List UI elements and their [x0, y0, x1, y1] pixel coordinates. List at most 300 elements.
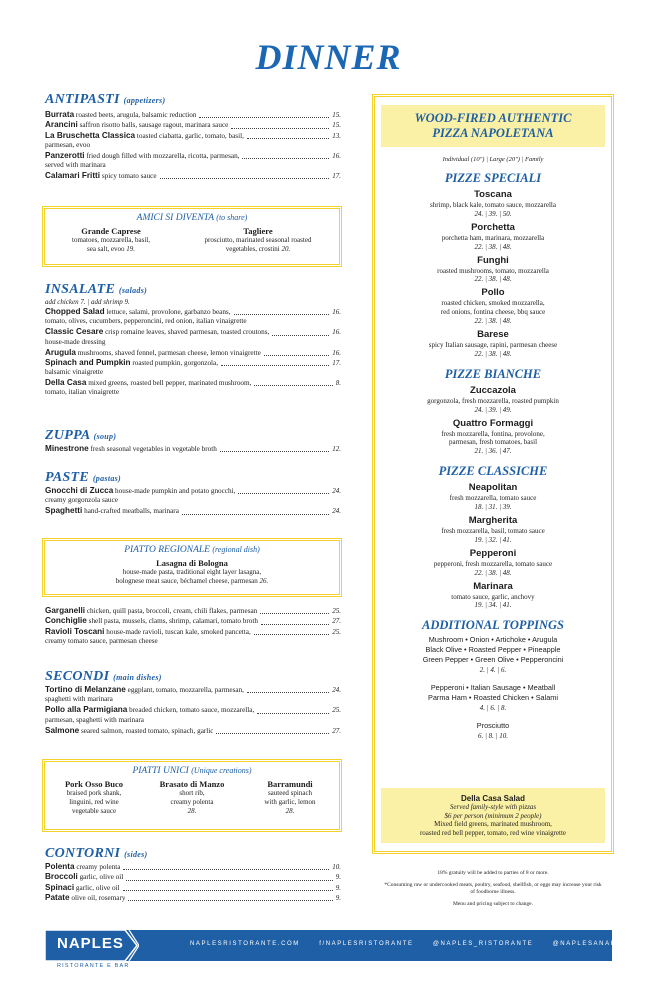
menu-item-name: Calamari Fritti [45, 171, 101, 181]
menu-item-desc-cont: tomato, italian vinaigrette [45, 388, 120, 397]
menu-item-name: Della Casa [45, 378, 87, 388]
della-casa-salad-box [381, 788, 605, 843]
menu-item-row [45, 685, 341, 695]
instagram-link[interactable]: @NAPLES_RISTORANTE [432, 941, 534, 947]
menu-item-name: Burrata [45, 110, 75, 119]
menu-item-row [45, 110, 341, 120]
unici-item-desc: with garlic, lemon [264, 797, 316, 806]
menu-item-desc: mushrooms, shaved fennel, parmesan cheese, lemon vinaigrette [77, 348, 261, 357]
menu-item-name: Salmone [45, 725, 80, 735]
dot-leader [261, 624, 329, 625]
pizze-bianche-title: PIZZE BIANCHE [444, 366, 542, 381]
pizza-name: Barese [477, 328, 509, 340]
pizza-name: Porchetta [471, 221, 515, 233]
regionale-desc: house-made pasta, traditional eight layer lasagna, [122, 568, 262, 576]
pizza-desc: fresh mozzarella, basil, tomato sauce [441, 526, 545, 535]
menu-item-price: 12. [332, 445, 341, 453]
facebook-link[interactable]: f/NAPLESRISTORANTE [319, 941, 414, 947]
menu-item-name: Spinach and Pumpkin [45, 357, 131, 367]
menu-item [45, 862, 341, 872]
menu-item [45, 131, 341, 150]
menu-item [45, 872, 341, 882]
zuppa-list [45, 444, 341, 454]
insalate-list [45, 307, 341, 397]
pizza-desc: fresh mozzarella, fontina, provolone, [441, 429, 545, 438]
unici-box [42, 759, 342, 832]
insalate-addons: add chicken 7. | add shrimp 9. [45, 298, 130, 306]
menu-item-name: Chopped Salad [45, 307, 105, 316]
website-link[interactable]: NAPLESRISTORANTE.COM [190, 941, 300, 947]
menu-item-text [45, 444, 217, 454]
toppings-line: Parma Ham • Roasted Chicken • Salami [427, 693, 558, 703]
pizza-price: 22. | 38. | 48. [474, 568, 512, 577]
pizza-price: 18. | 31. | 39. [474, 502, 512, 511]
menu-item-price: 24. [332, 487, 341, 495]
menu-item-desc-cont: house-made dressing [45, 337, 106, 346]
menu-item-row [45, 151, 341, 161]
amici-subtitle: (to share) [216, 213, 248, 222]
menu-item-name: Ravioli Toscani [45, 626, 105, 636]
menu-item-name: Garganelli [45, 606, 86, 615]
menu-item-desc: toasted ciabatta, garlic, tomato, basil, [136, 131, 244, 140]
regionale-subtitle: (regional dish) [212, 545, 260, 554]
pizza-item [375, 581, 611, 611]
menu-item [45, 883, 341, 893]
menu-item-price: 24. [332, 686, 341, 694]
menu-item-desc: fried dough filled with mozzarella, ricotta, parmesan, [86, 151, 240, 160]
menu-item-desc: shell pasta, mussels, clams, shrimp, calamari, tomato broth [88, 617, 258, 626]
insalate-title: INSALATE [45, 282, 116, 297]
toppings-group-a [375, 635, 611, 675]
menu-item [45, 151, 341, 170]
menu-item-text [45, 327, 269, 337]
menu-item [45, 616, 341, 626]
unici-item-price-line [150, 807, 235, 816]
menu-item [45, 627, 341, 646]
menu-item [45, 120, 341, 130]
paste-section-continued [45, 606, 341, 647]
dot-leader [182, 514, 329, 515]
menu-item-desc-cont: creamy tomato sauce, parmesan cheese [45, 636, 158, 645]
menu-item-name: Arugula [45, 347, 76, 357]
pizza-price: 24. | 39. | 50. [474, 209, 512, 218]
menu-item-row [45, 872, 341, 882]
pizza-item [375, 548, 611, 578]
unici-item-price-line [248, 807, 333, 816]
unici-title: PIATTI UNICI [132, 766, 189, 776]
menu-item [45, 307, 341, 326]
menu-item [45, 726, 341, 736]
menu-item-name: Tortino di Melanzane [45, 685, 126, 694]
menu-item-desc-cont: parmesan, spaghetti with marinara [45, 715, 144, 724]
toppings-line: Green Pepper • Green Olive • Pepperoncini [422, 655, 564, 665]
amici-item-desc: tomatoes, mozzarella, basil, [72, 236, 150, 244]
antipasti-subtitle: (appetizers) [123, 96, 166, 105]
pizza-panel [372, 94, 614, 854]
pizza-name: Funghi [477, 254, 509, 266]
menu-item [45, 893, 341, 903]
zuppa-title: ZUPPA [45, 428, 90, 443]
pizza-price: 22. | 38. | 48. [474, 316, 512, 325]
menu-item-desc: hand-crafted meatballs, marinara [84, 507, 179, 516]
menu-item-desc: mixed greens, roasted bell pepper, marinated mushroom, [88, 379, 252, 388]
pizze-classiche-list [375, 482, 611, 610]
toppings-price: 4. | 6. | 8. [479, 704, 507, 713]
amici-item-name: Grande Caprese [81, 226, 141, 236]
menu-item-price: 27. [332, 617, 341, 626]
menu-item [45, 378, 341, 397]
menu-item [45, 110, 341, 120]
dot-leader [231, 128, 329, 129]
pizze-bianche-list [375, 385, 611, 456]
pizza-price: 21. | 36. | 47. [474, 447, 512, 456]
dot-leader [257, 713, 329, 714]
menu-item [45, 685, 341, 704]
dot-leader [247, 692, 329, 693]
menu-item-name: La Bruschetta Classica [45, 130, 136, 140]
menu-item-price: 9. [335, 893, 341, 902]
regionale-price: 26. [259, 576, 269, 585]
unici-item-desc: linguini, red wine [69, 797, 119, 806]
menu-item-desc: fresh seasonal vegetables in vegetable broth [90, 445, 217, 453]
regionale-name: Lasagna di Bologna [156, 558, 228, 568]
menu-item-price: 27. [332, 726, 341, 735]
unici-item [52, 779, 137, 815]
menu-item-text [45, 307, 231, 317]
menu-item-name: Panzerotti [45, 150, 85, 160]
menu-item-text [45, 872, 123, 882]
menu-item-price: 8. [335, 379, 341, 388]
secondi-list [45, 685, 341, 736]
menu-item-price: 16. [332, 348, 341, 357]
dot-leader [221, 365, 329, 366]
menu-item-desc: roasted pumpkin, gorgonzola, [132, 358, 219, 367]
contorni-section [45, 846, 341, 903]
amici-item-tagliere [183, 226, 333, 254]
menu-item-row [45, 893, 341, 903]
menu-item-name: Spinaci [45, 882, 75, 892]
pizza-item [375, 385, 611, 415]
toppings-title: ADDITIONAL TOPPINGS [421, 618, 565, 633]
menu-item-price: 9. [335, 883, 341, 892]
menu-item-desc: eggplant, tomato, mozzarella, parmesan, [127, 686, 244, 694]
menu-item-row [45, 627, 341, 637]
della-casa-salad-line: Served family-style with pizzas [449, 803, 537, 811]
menu-item-row [45, 616, 341, 626]
menu-item-desc: house-made pumpkin and potato gnocchi, [115, 487, 236, 495]
menu-item-price: 17. [332, 172, 341, 181]
unici-item-name: Barramundi [267, 779, 313, 789]
menu-item-row [45, 862, 341, 872]
pizza-price: 22. | 38. | 48. [474, 242, 512, 251]
toppings-group-c [375, 721, 611, 741]
unici-item-price: 28. [187, 806, 197, 815]
toppings-line: Black Olive • Roasted Pepper • Pineapple [425, 645, 561, 655]
menu-item-row [45, 705, 341, 715]
secondi-subtitle: (main dishes) [113, 673, 162, 682]
menu-item-price: 17. [332, 358, 341, 367]
menu-item-desc: breaded chicken, tomato sauce, mozzarella, [129, 706, 255, 715]
secondi-section [45, 669, 341, 736]
della-casa-salad-title: Della Casa Salad [460, 794, 526, 803]
paste-subtitle: (pastas) [92, 474, 122, 483]
menu-item-desc: olive oil, rosemary [71, 893, 126, 902]
menu-item-desc: saffron risotto balls, sausage ragout, marinara sauce [79, 121, 229, 130]
menu-item-price: 10. [332, 863, 341, 871]
regionale-title: PIATTO REGIONALE [124, 545, 210, 555]
unici-item-desc: short rib, [179, 789, 205, 797]
pizza-price: 22. | 38. | 48. [474, 349, 512, 358]
dot-leader [220, 451, 329, 452]
menu-item-text [45, 171, 157, 181]
menu-item-price: 15. [332, 111, 341, 119]
pizza-desc: porchetta ham, marinara, mozzarella [441, 233, 545, 242]
pizza-item [375, 189, 611, 219]
menu-item [45, 606, 341, 616]
dot-leader [264, 355, 329, 356]
unici-item-name: Pork Osso Buco [64, 779, 124, 789]
menu-item-row [45, 378, 341, 388]
menu-item-name: Pollo alla Parmigiana [45, 705, 128, 715]
menu-item-row [45, 307, 341, 317]
menu-item-row [45, 131, 341, 141]
menu-item-text [45, 486, 235, 496]
dot-leader [216, 733, 329, 734]
amici-item-price: 19. [126, 244, 135, 253]
toppings-price: 6. | 8. | 10. [477, 732, 509, 741]
unici-item-price: 28. [285, 806, 295, 815]
menu-item [45, 506, 341, 516]
menu-item-text [45, 131, 244, 141]
menu-item-text [45, 151, 239, 161]
toppings-line: Pepperoni • Italian Sausage • Meatball [430, 683, 556, 693]
gratuity-note: 18% gratuity will be added to parties of 8 or more. [437, 870, 549, 876]
paste-section [45, 470, 341, 517]
pizza-name: Neapolitan [468, 482, 518, 494]
zuppa-subtitle: (soup) [93, 432, 117, 441]
menu-item-desc: lettuce, salami, provolone, garbanzo beans, [106, 308, 231, 316]
insalate-section [45, 282, 341, 398]
menu-item-desc-cont: spaghetti with marinara [45, 695, 113, 704]
page-title: DINNER [255, 37, 402, 77]
menu-item-text [45, 110, 196, 120]
contorni-list [45, 862, 341, 903]
pizza-item [375, 222, 611, 252]
regionale-box [42, 538, 342, 597]
menu-item-desc: chicken, quill pasta, broccoli, cream, chili flakes, parmesan [86, 607, 258, 615]
della-casa-salad-line: roasted red bell pepper, tomato, red wine vinaigrette [419, 828, 567, 837]
pizza-item [375, 287, 611, 326]
unici-item [248, 779, 333, 815]
menu-item-name: Patate [45, 892, 70, 902]
pizza-name: Zuccazola [470, 384, 516, 396]
menu-item [45, 444, 341, 454]
paste-list [45, 486, 341, 517]
menu-item-price: 25. [332, 706, 341, 715]
raw-food-warning: *Consuming raw or undercooked meats, poultry, seafood, shellfish, or eggs may increase your risk of foodborne illness. [384, 882, 602, 895]
dot-leader [123, 890, 333, 891]
logo-text: NAPLES [57, 935, 124, 952]
twitter-link[interactable]: @NAPLESANAHEIM [552, 941, 633, 947]
pizza-item [375, 418, 611, 457]
menu-item [45, 327, 341, 346]
pizza-name: Pollo [481, 287, 505, 299]
pizza-banner-line1: WOOD-FIRED AUTHENTIC [414, 111, 572, 125]
menu-item-row [45, 171, 341, 181]
unici-item-name: Brasato di Manzo [159, 779, 225, 789]
menu-item-text [45, 358, 218, 368]
pizza-desc: red onions, fontina cheese, bbq sauce [440, 308, 546, 317]
menu-item-row [45, 358, 341, 368]
menu-item-desc: garlic, olive oil [79, 873, 124, 882]
toppings-line: Prosciutto [476, 721, 510, 731]
toppings-price: 2. | 4. | 6. [479, 666, 507, 675]
unici-item-desc: sauteed spinach [267, 789, 313, 797]
menu-item-price: 25. [332, 607, 341, 615]
menu-item-desc: house-made ravioli, tuscan kale, smoked pancetta, [106, 627, 251, 636]
menu-item-row [45, 883, 341, 893]
dot-leader [238, 493, 329, 494]
dot-leader [199, 117, 329, 118]
pizza-desc: gorgonzola, fresh mozzarella, roasted pumpkin [427, 396, 559, 405]
menu-item-price: 13. [332, 131, 341, 140]
menu-item-desc: garlic, olive oil [75, 883, 120, 892]
dot-leader [272, 335, 329, 336]
amici-item-name: Tagliere [243, 226, 273, 236]
dot-leader [128, 900, 332, 901]
menu-item [45, 171, 341, 181]
menu-item-desc-cont: served with marinara [45, 161, 106, 170]
menu-item-desc: crisp romaine leaves, shaved parmesan, toasted croutons, [105, 328, 270, 337]
menu-item-name: Broccoli [45, 872, 78, 882]
menu-item-text [45, 883, 120, 893]
menu-item-name: Conchiglie [45, 616, 87, 626]
menu-item [45, 358, 341, 377]
unici-item [150, 779, 235, 815]
menu-item-desc: spicy tomato sauce [101, 172, 157, 181]
menu-item-text [45, 348, 261, 358]
dot-leader [254, 385, 332, 386]
menu-item-desc-cont: tomato, olives, cucumbers, pepperoncini, red onion, italian vinaigrette [45, 317, 247, 326]
unici-item-desc: creamy polenta [170, 797, 214, 806]
pizza-item [375, 329, 611, 359]
menu-item-text [45, 606, 257, 616]
pizza-item [375, 255, 611, 285]
pizza-name: Margherita [468, 514, 518, 526]
pizze-speciali-title: PIZZE SPECIALI [444, 171, 542, 185]
menu-item-row [45, 486, 341, 496]
menu-item-text [45, 705, 254, 715]
amici-item-desc: vegetables, crostini [225, 244, 280, 253]
antipasti-section [45, 92, 341, 181]
menu-item-text [45, 627, 251, 637]
contorni-subtitle: (sides) [124, 850, 148, 859]
footnotes [382, 870, 604, 913]
menu-item-price: 9. [335, 873, 341, 882]
menu-item-desc: roasted beets, arugula, balsamic reduction [75, 111, 197, 119]
menu-item [45, 348, 341, 358]
antipasti-title: ANTIPASTI [45, 92, 120, 107]
pizza-desc: shrimp, black kale, tomato sauce, mozzarella [430, 201, 556, 209]
pizza-price: 22. | 38. | 48. [474, 275, 512, 284]
pizza-desc: pepperoni, fresh mozzarella, tomato sauce [433, 559, 553, 568]
pizza-price: 24. | 39. | 49. [474, 405, 512, 414]
pizza-name: Marinara [473, 580, 513, 592]
menu-item-row [45, 120, 341, 130]
menu-item-row [45, 444, 341, 454]
dot-leader [234, 314, 330, 315]
pizza-desc: roasted chicken, smoked mozzarella, [441, 299, 545, 308]
menu-item-name: Gnocchi di Zucca [45, 486, 114, 495]
paste-title: PASTE [45, 470, 90, 485]
pricing-note: Menu and pricing subject to change. [452, 901, 534, 907]
secondi-title: SECONDI [45, 669, 110, 684]
amici-item-caprese [51, 226, 171, 254]
pizza-price: 19. | 34. | 41. [474, 601, 512, 610]
pizze-classiche-title: PIZZE CLASSICHE [438, 464, 548, 479]
dot-leader [254, 634, 330, 635]
menu-item-price: 24. [332, 507, 341, 516]
pizza-name: Toscana [474, 189, 512, 200]
menu-item-row [45, 506, 341, 516]
dot-leader [242, 158, 329, 159]
insalate-subtitle: (salads) [118, 286, 148, 295]
menu-item-desc-cont: parmesan, evoo [45, 140, 91, 149]
unici-list [45, 779, 339, 815]
menu-item-text [45, 685, 244, 695]
pizza-banner [381, 105, 605, 147]
pizza-desc: roasted mushrooms, tomato, mozzarella [437, 266, 549, 275]
amici-item-desc: sea salt, evoo [86, 244, 125, 253]
antipasti-list [45, 110, 341, 181]
unici-item-desc: braised pork shank, [66, 789, 122, 797]
dot-leader [247, 138, 329, 139]
pizza-desc: parmesan, fresh tomatoes, basil [448, 438, 538, 447]
zuppa-section [45, 428, 341, 454]
pizza-sizes: Individual (10") | Large (20") | Family [442, 156, 544, 163]
menu-item-text [45, 506, 179, 516]
menu-item-text [45, 120, 228, 130]
contorni-title: CONTORNI [45, 846, 121, 861]
toppings-group-b [375, 683, 611, 713]
menu-item-price: 15. [332, 121, 341, 130]
menu-item-row [45, 726, 341, 736]
amici-item-price: 20. [281, 244, 291, 253]
unici-subtitle: (Unique creations) [191, 766, 252, 775]
della-casa-salad-line: Mixed field greens, marinated mushroom, [434, 820, 552, 828]
pizza-item [375, 482, 611, 512]
toppings-line: Mushroom • Onion • Artichoke • Arugula [428, 635, 558, 645]
della-casa-salad-line: $6 per person (minimum 2 people) [444, 811, 542, 820]
unici-item-desc: vegetable sauce [71, 806, 117, 815]
menu-item-desc: seared salmon, roasted tomato, spinach, garlic [80, 726, 214, 735]
menu-item-desc-cont: balsamic vinaigrette [45, 368, 104, 377]
menu-item-desc: creamy polenta [76, 863, 121, 871]
menu-item-text [45, 893, 125, 903]
menu-item-text [45, 616, 258, 626]
amici-item-desc: prosciutto, marinated seasonal roasted [204, 236, 312, 244]
logo-subtitle: RISTORANTE E BAR [57, 963, 130, 969]
menu-item-name: Minestrone [45, 444, 89, 453]
amici-box [42, 206, 342, 267]
menu-item-desc-cont: creamy gorgonzola sauce [45, 496, 118, 505]
footer-links [190, 941, 648, 947]
menu-item-name: Classic Cesare [45, 327, 104, 337]
menu-item-price: 16. [332, 308, 341, 316]
pizza-desc: tomato sauce, garlic, anchovy [451, 592, 535, 601]
amici-title: AMICI SI DIVENTA [136, 213, 214, 223]
pizza-banner-line2: PIZZA NAPOLETANA [432, 126, 554, 140]
